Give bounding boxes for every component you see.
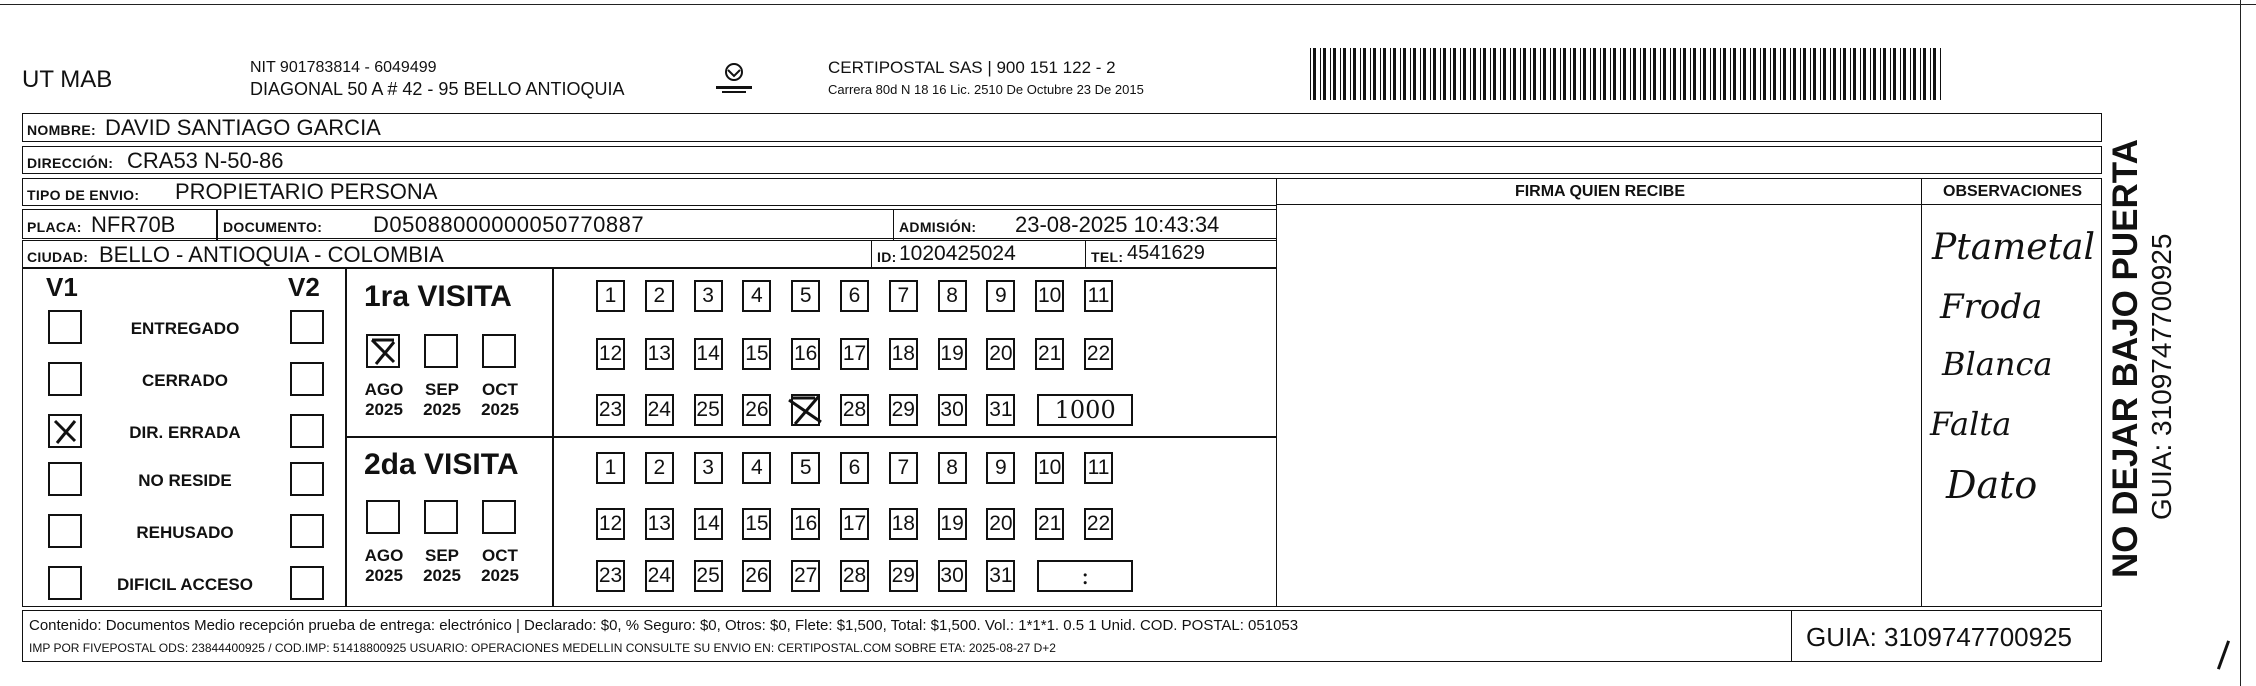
barcode-bar bbox=[1903, 48, 1906, 100]
month-year: 2025 bbox=[481, 566, 519, 585]
footer-box bbox=[22, 610, 1792, 662]
barcode-bar bbox=[1433, 48, 1436, 100]
barcode-bar bbox=[1653, 48, 1656, 100]
barcode-bar bbox=[1883, 48, 1886, 100]
barcode-bar bbox=[1640, 48, 1641, 100]
city-value: BELLO - ANTIOQUIA - COLOMBIA bbox=[99, 242, 444, 267]
barcode-bar bbox=[1580, 48, 1581, 100]
barcode-bar bbox=[1483, 48, 1486, 100]
barcode-bar bbox=[1810, 48, 1811, 100]
first-visit-month-label bbox=[414, 380, 470, 420]
first-visit-time-box[interactable]: 1000 bbox=[1037, 394, 1133, 426]
barcode-bar bbox=[1523, 48, 1526, 100]
signature-column bbox=[1276, 178, 1922, 607]
barcode-bar bbox=[1470, 48, 1471, 100]
type-label: TIPO DE ENVIO: bbox=[27, 187, 140, 203]
barcode-bar bbox=[1690, 48, 1691, 100]
barcode-bar bbox=[1603, 48, 1606, 100]
document-value: D05088000000050770887 bbox=[373, 212, 645, 237]
status-label: REHUSADO bbox=[136, 523, 234, 542]
barcode-bar bbox=[1613, 48, 1616, 100]
second-visit-day-box[interactable]: 23 bbox=[596, 560, 625, 592]
second-visit-day-box[interactable]: 22 bbox=[1084, 508, 1113, 540]
barcode-bar bbox=[1320, 48, 1321, 100]
first-visit-month-checkbox[interactable] bbox=[366, 334, 400, 368]
barcode-bar bbox=[1520, 48, 1521, 100]
city-row bbox=[22, 240, 1277, 268]
admission-value: 23-08-2025 10:43:34 bbox=[1015, 212, 1220, 237]
first-visit-month-checkbox[interactable] bbox=[424, 334, 458, 368]
shipment-type: PROPIETARIO PERSONA bbox=[175, 179, 438, 204]
barcode-bar bbox=[1450, 48, 1451, 100]
barcode-bar bbox=[1700, 48, 1701, 100]
first-visit-day-box[interactable]: 7 bbox=[889, 280, 918, 312]
obs-line-3: Blanca bbox=[1942, 345, 2053, 383]
status-v2-checkbox[interactable] bbox=[290, 462, 324, 496]
first-visit-day-box[interactable]: 11 bbox=[1084, 280, 1113, 312]
first-visit-day-box[interactable]: 31 bbox=[986, 394, 1015, 426]
first-visit-day-box[interactable]: 17 bbox=[840, 338, 869, 370]
status-v1-checkbox[interactable] bbox=[48, 414, 82, 448]
barcode-bar bbox=[1853, 48, 1856, 100]
barcode-bar bbox=[1670, 48, 1671, 100]
month-name: AGO bbox=[364, 380, 404, 399]
second-visit-time-box[interactable]: : bbox=[1037, 560, 1133, 592]
tel-value: 4541629 bbox=[1127, 242, 1205, 264]
barcode-bar bbox=[1890, 48, 1891, 100]
barcode-bar bbox=[1623, 48, 1626, 100]
barcode-bar bbox=[1540, 48, 1541, 100]
barcode-bar bbox=[1830, 48, 1831, 100]
second-visit-month-label bbox=[356, 546, 412, 586]
first-visit-month-checkbox[interactable] bbox=[482, 334, 516, 368]
plate-label: PLACA: bbox=[27, 219, 82, 235]
visits-divider bbox=[345, 436, 1277, 438]
barcode-bar bbox=[1673, 48, 1676, 100]
barcode-bar bbox=[1650, 48, 1651, 100]
barcode-bar bbox=[1840, 48, 1841, 100]
barcode-bar bbox=[1820, 48, 1821, 100]
second-visit-month-label bbox=[472, 546, 528, 586]
v1-label: V1 bbox=[46, 272, 78, 302]
barcode-bar bbox=[1543, 48, 1546, 100]
first-visit-day-box[interactable]: 25 bbox=[694, 394, 723, 426]
barcode-bar bbox=[1440, 48, 1441, 100]
first-visit-day-box[interactable]: 21 bbox=[1035, 338, 1064, 370]
first-visit-day-box[interactable]: 24 bbox=[645, 394, 674, 426]
barcode-bar bbox=[1553, 48, 1556, 100]
barcode-bar bbox=[1760, 48, 1761, 100]
company-address: DIAGONAL 50 A # 42 - 95 BELLO ANTIOQUIA bbox=[250, 79, 625, 99]
no-dejar-warning: NO DEJAR BAJO PUERTA bbox=[2106, 139, 2145, 578]
barcode-bar bbox=[1573, 48, 1576, 100]
barcode-bar bbox=[1453, 48, 1456, 100]
barcode-bar bbox=[1920, 48, 1921, 100]
barcode-bar bbox=[1730, 48, 1731, 100]
month-name: SEP bbox=[424, 546, 460, 565]
barcode-bar bbox=[1620, 48, 1621, 100]
carrier-logo bbox=[712, 62, 756, 96]
observations-header: OBSERVACIONES bbox=[1943, 183, 2082, 200]
second-visit-month-checkbox[interactable] bbox=[482, 500, 516, 534]
first-visit-day-box[interactable]: 13 bbox=[645, 338, 674, 370]
barcode-bar bbox=[1630, 48, 1631, 100]
barcode-bar bbox=[1353, 48, 1356, 100]
second-visit-title: 2da VISITA bbox=[364, 448, 519, 481]
plate-row bbox=[22, 209, 1277, 239]
barcode-bar bbox=[1900, 48, 1901, 100]
second-visit-day-box[interactable]: 24 bbox=[645, 560, 674, 592]
second-visit-day-box[interactable]: 3 bbox=[694, 452, 723, 484]
second-visit-day-box[interactable]: 26 bbox=[742, 560, 771, 592]
barcode-bar bbox=[1643, 48, 1646, 100]
barcode-bar bbox=[1383, 48, 1386, 100]
barcode-bar bbox=[1510, 48, 1511, 100]
barcode-bar bbox=[1310, 48, 1311, 100]
barcode-bar bbox=[1430, 48, 1431, 100]
first-visit-month-label bbox=[356, 380, 412, 420]
id-value: 1020425024 bbox=[899, 242, 1016, 265]
carrier-name: CERTIPOSTAL SAS | 900 151 122 - 2 bbox=[828, 58, 1116, 77]
barcode-bar bbox=[1843, 48, 1846, 100]
first-visit-day-box[interactable]: 10 bbox=[1035, 280, 1064, 312]
carrier-address: Carrera 80d N 18 16 Lic. 2510 De Octubre 23 De 2015 bbox=[828, 82, 1144, 97]
city-label: CIUDAD: bbox=[27, 249, 89, 265]
first-visit-day-box[interactable]: 4 bbox=[742, 280, 771, 312]
obs-line-2: Froda bbox=[1940, 287, 2043, 327]
barcode-bar bbox=[1850, 48, 1851, 100]
second-visit-day-box[interactable]: 2 bbox=[645, 452, 674, 484]
tel-divider bbox=[1085, 241, 1086, 269]
second-visit-day-box[interactable]: 5 bbox=[791, 452, 820, 484]
barcode-bar bbox=[1323, 48, 1326, 100]
footer-guia-box bbox=[1791, 610, 2102, 662]
plate-divider bbox=[216, 210, 218, 240]
barcode-bar bbox=[1423, 48, 1426, 100]
barcode-bar bbox=[1733, 48, 1736, 100]
status-label: CERRADO bbox=[142, 371, 228, 390]
first-visit-day-box[interactable] bbox=[791, 394, 820, 426]
second-visit-day-box[interactable]: 6 bbox=[840, 452, 869, 484]
barcode-bar bbox=[1490, 48, 1491, 100]
second-visit-month-checkbox[interactable] bbox=[424, 500, 458, 534]
second-visit-day-box[interactable]: 8 bbox=[938, 452, 967, 484]
first-visit-day-box[interactable]: 8 bbox=[938, 280, 967, 312]
barcode-bar bbox=[1533, 48, 1536, 100]
barcode-bar bbox=[1710, 48, 1711, 100]
barcode-bar bbox=[1720, 48, 1721, 100]
barcode-bar bbox=[1743, 48, 1746, 100]
barcode-bar bbox=[1723, 48, 1726, 100]
barcode-bar bbox=[1940, 48, 1941, 100]
barcode-bar bbox=[1473, 48, 1476, 100]
barcode-bar bbox=[1860, 48, 1861, 100]
first-visit-day-box[interactable]: 9 bbox=[986, 280, 1015, 312]
first-visit-title: 1ra VISITA bbox=[364, 280, 512, 313]
second-visit-day-box[interactable]: 14 bbox=[694, 508, 723, 540]
status-v2-checkbox[interactable] bbox=[290, 514, 324, 548]
month-name: SEP bbox=[424, 380, 460, 399]
recipient-name: DAVID SANTIAGO GARCIA bbox=[105, 115, 381, 140]
type-row bbox=[22, 178, 1277, 206]
barcode-bar bbox=[1390, 48, 1391, 100]
check-x-icon bbox=[368, 336, 398, 366]
barcode-bar bbox=[1913, 48, 1916, 100]
barcode-bar bbox=[1813, 48, 1816, 100]
tel-label: TEL: bbox=[1091, 249, 1124, 265]
admission-divider bbox=[893, 210, 894, 240]
status-v1-checkbox[interactable] bbox=[48, 514, 82, 548]
first-visit-day-box[interactable]: 12 bbox=[596, 338, 625, 370]
observations-top-rule bbox=[1921, 204, 2102, 205]
barcode-bar bbox=[1783, 48, 1786, 100]
first-visit-day-box[interactable]: 5 bbox=[791, 280, 820, 312]
second-visit-day-box[interactable]: 13 bbox=[645, 508, 674, 540]
barcode-bar bbox=[1703, 48, 1706, 100]
status-label: ENTREGADO bbox=[130, 319, 240, 338]
barcode-bar bbox=[1680, 48, 1681, 100]
observations-column bbox=[1921, 178, 2102, 607]
barcode-bar bbox=[1333, 48, 1336, 100]
barcode-bar bbox=[1880, 48, 1881, 100]
signature-header: FIRMA QUIEN RECIBE bbox=[1514, 183, 1686, 200]
id-divider bbox=[871, 241, 872, 269]
status-v2-checkbox[interactable] bbox=[290, 414, 324, 448]
barcode-bar bbox=[1663, 48, 1666, 100]
barcode-bar bbox=[1403, 48, 1406, 100]
company-name: UT MAB bbox=[22, 66, 113, 93]
address-label: DIRECCIÓN: bbox=[27, 155, 114, 171]
document-label: DOCUMENTO: bbox=[223, 219, 323, 235]
barcode-bar bbox=[1350, 48, 1351, 100]
first-visit-day-box[interactable]: 26 bbox=[742, 394, 771, 426]
admission-label: ADMISIÓN: bbox=[899, 219, 977, 235]
barcode-bar bbox=[1763, 48, 1766, 100]
check-x-icon bbox=[50, 416, 80, 446]
barcode-bar bbox=[1330, 48, 1331, 100]
month-name: OCT bbox=[482, 546, 518, 565]
status-v2-checkbox[interactable] bbox=[290, 566, 324, 600]
barcode-bar bbox=[1793, 48, 1796, 100]
first-visit-day-box[interactable]: 3 bbox=[694, 280, 723, 312]
first-visit-day-box[interactable]: 16 bbox=[791, 338, 820, 370]
status-label: DIFICIL ACCESO bbox=[116, 575, 253, 594]
first-visit-day-box[interactable]: 1 bbox=[596, 280, 625, 312]
barcode-bar bbox=[1513, 48, 1516, 100]
month-year: 2025 bbox=[481, 400, 519, 419]
barcode-bar bbox=[1413, 48, 1416, 100]
barcode-bar bbox=[1530, 48, 1531, 100]
barcode-bar bbox=[1923, 48, 1926, 100]
status-v2-checkbox[interactable] bbox=[290, 310, 324, 344]
barcode-bar bbox=[1590, 48, 1591, 100]
barcode-bar bbox=[1873, 48, 1876, 100]
barcode-bar bbox=[1460, 48, 1461, 100]
barcode-bar bbox=[1560, 48, 1561, 100]
barcode-bar bbox=[1660, 48, 1661, 100]
first-visit-day-box[interactable]: 23 bbox=[596, 394, 625, 426]
barcode-bar bbox=[1393, 48, 1396, 100]
second-visit-day-box[interactable]: 16 bbox=[791, 508, 820, 540]
barcode-bar bbox=[1380, 48, 1381, 100]
second-visit-day-box[interactable]: 17 bbox=[840, 508, 869, 540]
barcode-bar bbox=[1780, 48, 1781, 100]
status-v1-checkbox[interactable] bbox=[48, 462, 82, 496]
month-year: 2025 bbox=[365, 566, 403, 585]
barcode-bar bbox=[1593, 48, 1596, 100]
day-strike-icon bbox=[785, 392, 825, 426]
second-visit-day-box[interactable]: 4 bbox=[742, 452, 771, 484]
barcode-bar bbox=[1500, 48, 1501, 100]
barcode-bar bbox=[1373, 48, 1376, 100]
month-year: 2025 bbox=[423, 400, 461, 419]
month-name: AGO bbox=[364, 546, 404, 565]
barcode bbox=[1310, 48, 1950, 100]
barcode-bar bbox=[1750, 48, 1751, 100]
barcode-bar bbox=[1863, 48, 1866, 100]
signature-top-rule bbox=[1276, 204, 1922, 205]
second-visit-day-box[interactable]: 9 bbox=[986, 452, 1015, 484]
barcode-bar bbox=[1800, 48, 1801, 100]
barcode-bar bbox=[1740, 48, 1741, 100]
first-visit-day-box[interactable]: 18 bbox=[889, 338, 918, 370]
barcode-bar bbox=[1550, 48, 1551, 100]
barcode-bar bbox=[1343, 48, 1346, 100]
footer-line-2: IMP POR FIVEPOSTAL ODS: 23844400925 / COD.IMP: 51418800925 USUARIO: OPERACIONES MEDELLIN CONSULTE SU ENVIO EN: CERTIPOSTAL.COM SOBRE ETA: 2025-08-27 D+2 bbox=[29, 641, 1056, 655]
status-v2-checkbox[interactable] bbox=[290, 362, 324, 396]
barcode-bar bbox=[1713, 48, 1716, 100]
barcode-bar bbox=[1823, 48, 1826, 100]
status-v1-checkbox[interactable] bbox=[48, 362, 82, 396]
barcode-bar bbox=[1360, 48, 1361, 100]
barcode-bar bbox=[1870, 48, 1871, 100]
barcode-bar bbox=[1563, 48, 1566, 100]
barcode-bar bbox=[1480, 48, 1481, 100]
status-label: NO RESIDE bbox=[138, 471, 232, 490]
id-label: ID: bbox=[877, 249, 897, 265]
barcode-bar bbox=[1930, 48, 1931, 100]
name-label: NOMBRE: bbox=[27, 122, 96, 138]
first-visit-month-label bbox=[472, 380, 528, 420]
first-visit-day-box[interactable]: 19 bbox=[938, 338, 967, 370]
month-year: 2025 bbox=[423, 566, 461, 585]
second-visit-day-box[interactable]: 19 bbox=[938, 508, 967, 540]
barcode-bar bbox=[1503, 48, 1506, 100]
second-visit-day-box[interactable]: 29 bbox=[889, 560, 918, 592]
barcode-bar bbox=[1493, 48, 1496, 100]
barcode-bar bbox=[1363, 48, 1366, 100]
barcode-bar bbox=[1570, 48, 1571, 100]
barcode-bar bbox=[1443, 48, 1446, 100]
second-visit-day-box[interactable]: 20 bbox=[986, 508, 1015, 540]
month-year: 2025 bbox=[365, 400, 403, 419]
status-v1-checkbox[interactable] bbox=[48, 310, 82, 344]
address-row bbox=[22, 146, 2102, 174]
second-visit-day-box[interactable]: 18 bbox=[889, 508, 918, 540]
second-visit-day-box[interactable]: 30 bbox=[938, 560, 967, 592]
first-visit-day-box[interactable]: 29 bbox=[889, 394, 918, 426]
barcode-bar bbox=[1400, 48, 1401, 100]
obs-line-4: Falta bbox=[1930, 405, 2012, 443]
barcode-bar bbox=[1933, 48, 1936, 100]
status-label: DIR. ERRADA bbox=[129, 423, 241, 442]
corner-mark bbox=[2217, 640, 2230, 669]
footer-line-1: Contenido: Documentos Medio recepción prueba de entrega: electrónico | Declarado: $0, % Seguro: $0, Otros: $0, Flete: $1,500, Total: $1,500. Vol.: 1*1*1. 0.5 1 Unid. COD. POSTAL: 051053 bbox=[29, 617, 1299, 634]
second-visit-day-box[interactable]: 11 bbox=[1084, 452, 1113, 484]
company-nit: NIT 901783814 - 6049499 bbox=[250, 59, 437, 76]
barcode-bar bbox=[1770, 48, 1771, 100]
barcode-bar bbox=[1683, 48, 1686, 100]
first-visit-day-box[interactable]: 28 bbox=[840, 394, 869, 426]
barcode-bar bbox=[1753, 48, 1756, 100]
status-v1-checkbox[interactable] bbox=[48, 566, 82, 600]
second-visit-day-box[interactable]: 27 bbox=[791, 560, 820, 592]
barcode-bar bbox=[1833, 48, 1836, 100]
obs-line-1: Ptametal bbox=[1932, 227, 2096, 268]
right-edge-line bbox=[2240, 0, 2241, 686]
obs-line-5: Dato bbox=[1946, 463, 2038, 507]
barcode-bar bbox=[1600, 48, 1601, 100]
barcode-bar bbox=[1340, 48, 1341, 100]
second-visit-day-box[interactable]: 15 bbox=[742, 508, 771, 540]
second-visit-day-box[interactable]: 31 bbox=[986, 560, 1015, 592]
second-visit-day-box[interactable]: 7 bbox=[889, 452, 918, 484]
barcode-bar bbox=[1420, 48, 1421, 100]
first-visit-day-box[interactable]: 6 bbox=[840, 280, 869, 312]
first-visit-day-box[interactable]: 15 bbox=[742, 338, 771, 370]
barcode-bar bbox=[1463, 48, 1466, 100]
second-visit-day-box[interactable]: 1 bbox=[596, 452, 625, 484]
footer-guia: GUIA: 3109747700925 bbox=[1806, 622, 2072, 652]
month-name: OCT bbox=[482, 380, 518, 399]
barcode-bar bbox=[1893, 48, 1896, 100]
barcode-bar bbox=[1410, 48, 1411, 100]
barcode-bar bbox=[1370, 48, 1371, 100]
barcode-bar bbox=[1790, 48, 1791, 100]
barcode-bar bbox=[1610, 48, 1611, 100]
second-visit-day-box[interactable]: 12 bbox=[596, 508, 625, 540]
v2-label: V2 bbox=[288, 272, 320, 302]
plate-value: NFR70B bbox=[91, 212, 176, 237]
recipient-address: CRA53 N-50-86 bbox=[127, 148, 284, 173]
second-visit-day-box[interactable]: 25 bbox=[694, 560, 723, 592]
first-visit-day-box[interactable]: 14 bbox=[694, 338, 723, 370]
first-visit-day-box[interactable]: 22 bbox=[1084, 338, 1113, 370]
barcode-bar bbox=[1910, 48, 1911, 100]
second-visit-day-box[interactable]: 10 bbox=[1035, 452, 1064, 484]
first-visit-day-box[interactable]: 30 bbox=[938, 394, 967, 426]
second-visit-month-checkbox[interactable] bbox=[366, 500, 400, 534]
first-visit-day-box[interactable]: 20 bbox=[986, 338, 1015, 370]
barcode-bar bbox=[1583, 48, 1586, 100]
name-row bbox=[22, 113, 2102, 142]
barcode-bar bbox=[1313, 48, 1316, 100]
top-edge-line bbox=[0, 4, 2256, 5]
barcode-bar bbox=[1693, 48, 1696, 100]
second-visit-day-box[interactable]: 28 bbox=[840, 560, 869, 592]
barcode-bar bbox=[1803, 48, 1806, 100]
side-guia: GUIA: 3109747700925 bbox=[2146, 233, 2177, 520]
barcode-bar bbox=[1773, 48, 1776, 100]
barcode-bar bbox=[1633, 48, 1636, 100]
first-visit-day-box[interactable]: 2 bbox=[645, 280, 674, 312]
second-visit-month-label bbox=[414, 546, 470, 586]
second-visit-day-box[interactable]: 21 bbox=[1035, 508, 1064, 540]
